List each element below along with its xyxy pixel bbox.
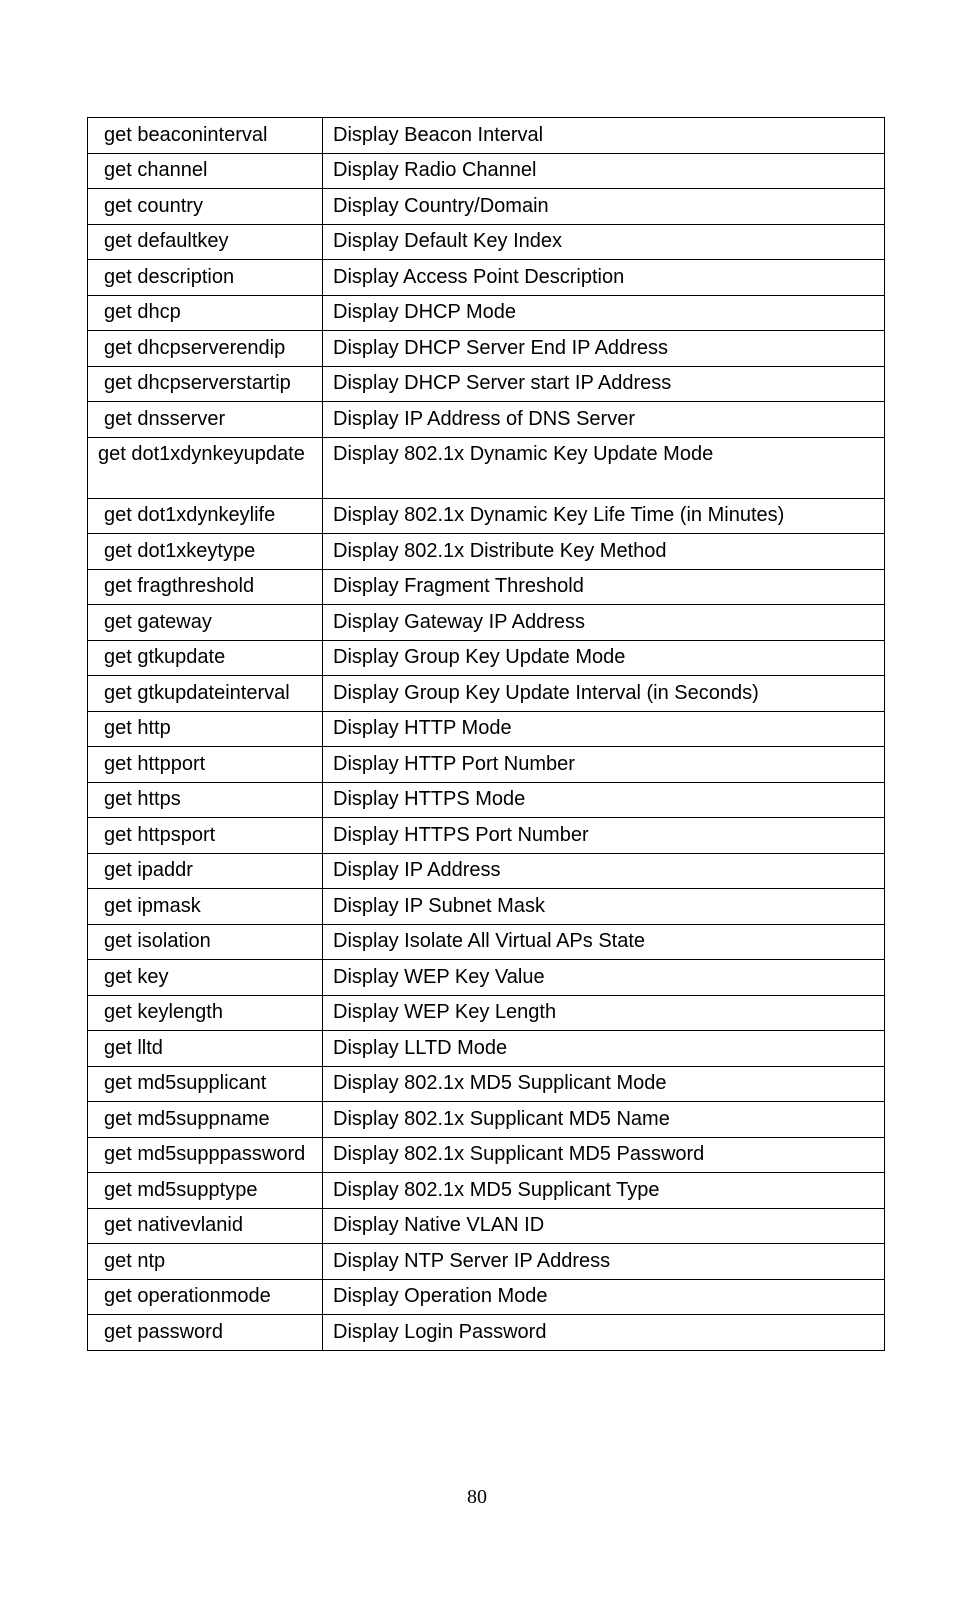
- command-table-body: [88, 118, 885, 1351]
- command-cell: get https: [88, 782, 323, 818]
- description-cell: Display Group Key Update Interval (in Seconds): [323, 676, 885, 712]
- command-cell: get operationmode: [88, 1279, 323, 1315]
- description-cell: Display IP Subnet Mask: [323, 889, 885, 925]
- table-row: [88, 1066, 885, 1102]
- description-cell: Display LLTD Mode: [323, 1031, 885, 1067]
- table-row: [88, 295, 885, 331]
- table-row: [88, 1279, 885, 1315]
- description-cell: Display Gateway IP Address: [323, 605, 885, 641]
- command-cell: get dhcp: [88, 295, 323, 331]
- command-cell: get beaconinterval: [88, 118, 323, 154]
- table-row: [88, 498, 885, 534]
- description-cell: Display 802.1x MD5 Supplicant Type: [323, 1173, 885, 1209]
- command-cell: get ntp: [88, 1244, 323, 1280]
- table-row: [88, 818, 885, 854]
- command-cell: get httpport: [88, 747, 323, 783]
- description-cell: Display DHCP Server start IP Address: [323, 366, 885, 402]
- command-cell-wrapped: get dot1xdynkeyupdate: [88, 437, 323, 498]
- description-cell: Display Group Key Update Mode: [323, 640, 885, 676]
- description-cell: Display WEP Key Value: [323, 960, 885, 996]
- table-row: [88, 1315, 885, 1351]
- command-cell: get keylength: [88, 995, 323, 1031]
- table-row: [88, 711, 885, 747]
- description-cell: Display HTTPS Mode: [323, 782, 885, 818]
- command-cell: get ipmask: [88, 889, 323, 925]
- command-cell: get dnsserver: [88, 402, 323, 438]
- command-cell: get md5suppname: [88, 1102, 323, 1138]
- command-cell: get md5supptype: [88, 1173, 323, 1209]
- command-cell: get description: [88, 260, 323, 296]
- table-row: [88, 889, 885, 925]
- description-cell: Display IP Address of DNS Server: [323, 402, 885, 438]
- description-cell: Display Native VLAN ID: [323, 1208, 885, 1244]
- table-row: [88, 676, 885, 712]
- table-row: [88, 260, 885, 296]
- command-cell: get channel: [88, 153, 323, 189]
- description-cell: Display DHCP Server End IP Address: [323, 331, 885, 367]
- command-table: [87, 117, 885, 1351]
- command-cell: get defaultkey: [88, 224, 323, 260]
- command-cell: get gtkupdate: [88, 640, 323, 676]
- command-cell: get dot1xdynkeylife: [88, 498, 323, 534]
- description-cell: Display Operation Mode: [323, 1279, 885, 1315]
- description-cell: Display Beacon Interval: [323, 118, 885, 154]
- description-cell: Display HTTP Port Number: [323, 747, 885, 783]
- description-cell: Display 802.1x Dynamic Key Update Mode: [323, 437, 885, 498]
- description-cell: Display HTTPS Port Number: [323, 818, 885, 854]
- table-row: [88, 1031, 885, 1067]
- table-row: [88, 569, 885, 605]
- table-row: [88, 924, 885, 960]
- description-cell: Display WEP Key Length: [323, 995, 885, 1031]
- description-cell: Display IP Address: [323, 853, 885, 889]
- command-cell: get dot1xkeytype: [88, 534, 323, 570]
- table-row: [88, 995, 885, 1031]
- command-cell: get password: [88, 1315, 323, 1351]
- table-row: [88, 1102, 885, 1138]
- command-cell: get dhcpserverstartip: [88, 366, 323, 402]
- page-number: 80: [467, 1486, 487, 1508]
- table-row: [88, 1173, 885, 1209]
- table-row: [88, 1208, 885, 1244]
- table-row: [88, 118, 885, 154]
- table-row: [88, 605, 885, 641]
- description-cell: Display 802.1x Distribute Key Method: [323, 534, 885, 570]
- description-cell: Display 802.1x Supplicant MD5 Name: [323, 1102, 885, 1138]
- description-cell: Display Radio Channel: [323, 153, 885, 189]
- table-row: [88, 1137, 885, 1173]
- description-cell: Display Login Password: [323, 1315, 885, 1351]
- table-row: [88, 960, 885, 996]
- table-row: [88, 189, 885, 225]
- command-cell: get lltd: [88, 1031, 323, 1067]
- description-cell: Display Country/Domain: [323, 189, 885, 225]
- table-row: [88, 153, 885, 189]
- table-row: [88, 1244, 885, 1280]
- description-cell: Display 802.1x Supplicant MD5 Password: [323, 1137, 885, 1173]
- table-row: [88, 853, 885, 889]
- description-cell: Display 802.1x Dynamic Key Life Time (in Minutes): [323, 498, 885, 534]
- command-cell: get gtkupdateinterval: [88, 676, 323, 712]
- command-cell: get http: [88, 711, 323, 747]
- command-cell: get gateway: [88, 605, 323, 641]
- command-cell: get country: [88, 189, 323, 225]
- table-row: [88, 640, 885, 676]
- table-row: [88, 366, 885, 402]
- table-row: [88, 224, 885, 260]
- command-cell: get md5supplicant: [88, 1066, 323, 1102]
- description-cell: Display Isolate All Virtual APs State: [323, 924, 885, 960]
- description-cell: Display Default Key Index: [323, 224, 885, 260]
- description-cell: Display HTTP Mode: [323, 711, 885, 747]
- table-row: [88, 331, 885, 367]
- description-cell: Display Access Point Description: [323, 260, 885, 296]
- table-row: [88, 402, 885, 438]
- description-cell: Display 802.1x MD5 Supplicant Mode: [323, 1066, 885, 1102]
- command-cell: get key: [88, 960, 323, 996]
- table-row: [88, 437, 885, 498]
- command-cell: get ipaddr: [88, 853, 323, 889]
- description-cell: Display DHCP Mode: [323, 295, 885, 331]
- command-cell: get isolation: [88, 924, 323, 960]
- table-row: [88, 534, 885, 570]
- command-cell: get httpsport: [88, 818, 323, 854]
- command-cell: get dhcpserverendip: [88, 331, 323, 367]
- command-cell: get md5supppassword: [88, 1137, 323, 1173]
- description-cell: Display Fragment Threshold: [323, 569, 885, 605]
- table-row: [88, 747, 885, 783]
- command-cell: get fragthreshold: [88, 569, 323, 605]
- table-row: [88, 782, 885, 818]
- command-cell: get nativevlanid: [88, 1208, 323, 1244]
- description-cell: Display NTP Server IP Address: [323, 1244, 885, 1280]
